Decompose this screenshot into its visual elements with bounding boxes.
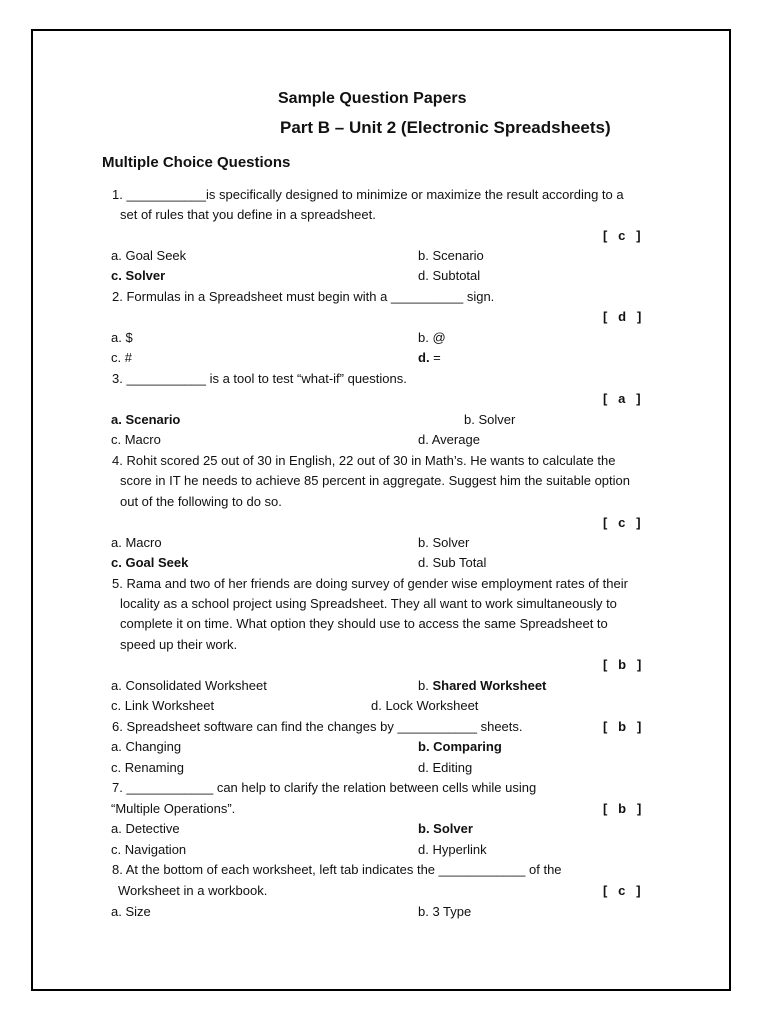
question-3-line-1: 3. ___________ is a tool to test “what-if” questions. <box>112 371 407 386</box>
question-1-answer: [ c ] <box>603 228 641 243</box>
question-1-line-1: 1. ___________is specifically designed to minimize or maximize the result according to a <box>112 187 624 202</box>
question-4-line-2: score in IT he needs to achieve 85 percent in aggregate. Suggest him the suitable option <box>120 473 630 488</box>
question-7-option-a: a. Detective <box>111 821 180 836</box>
question-3-option-d: d. Average <box>418 432 480 447</box>
question-3-option-c: c. Macro <box>111 432 161 447</box>
question-2-option-b: b. @ <box>418 330 446 345</box>
question-6-answer: [ b ] <box>603 719 642 734</box>
question-8-answer: [ c ] <box>603 883 641 898</box>
question-5-line-3: complete it on time. What option they should use to access the same Spreadsheet to <box>120 616 608 631</box>
question-7-answer: [ b ] <box>603 801 642 816</box>
section-heading: Multiple Choice Questions <box>102 154 291 171</box>
page-title: Sample Question Papers <box>278 90 467 107</box>
question-4-option-a: a. Macro <box>111 535 162 550</box>
question-5-option-b-text: Shared Worksheet <box>432 678 547 693</box>
question-5-option-b <box>418 678 546 694</box>
question-6-option-b: b. Comparing <box>418 739 502 754</box>
question-7-option-b: b. Solver <box>418 821 473 836</box>
question-1-option-a: a. Goal Seek <box>111 248 187 263</box>
page-subtitle: Part B – Unit 2 (Electronic Spreadsheets) <box>280 118 611 137</box>
question-1-option-d: d. Subtotal <box>418 268 481 283</box>
question-5-line-4: speed up their work. <box>120 637 238 652</box>
question-1-option-c: c. Solver <box>111 268 166 283</box>
question-6-option-a: a. Changing <box>111 739 182 754</box>
question-8-option-b: b. 3 Type <box>418 904 472 919</box>
question-6-line-1: 6. Spreadsheet software can find the changes by ___________ sheets. <box>112 719 523 734</box>
question-7-line-1: 7. ____________ can help to clarify the relation between cells while using <box>112 780 537 795</box>
question-7-option-d: d. Hyperlink <box>418 842 487 857</box>
question-8-line-1: 8. At the bottom of each worksheet, left tab indicates the ____________ of the <box>112 862 562 877</box>
question-4-line-1: 4. Rohit scored 25 out of 30 in English, 22 out of 30 in Math’s. He wants to calculate the <box>112 453 616 468</box>
question-6-option-d: d. Editing <box>418 760 473 775</box>
question-2-option-d-label: d. <box>418 350 430 365</box>
question-7-line-2: “Multiple Operations”. <box>111 801 236 816</box>
question-4-option-d: d. Sub Total <box>418 555 487 570</box>
question-7-option-c: c. Navigation <box>111 842 187 857</box>
question-4-option-c: c. Goal Seek <box>111 555 189 570</box>
question-3-option-a: a. Scenario <box>111 412 181 427</box>
question-3-option-b: b. Solver <box>464 412 516 427</box>
question-2-option-c: c. # <box>111 350 132 365</box>
question-1-line-2: set of rules that you define in a spreadsheet. <box>120 207 376 222</box>
question-1-option-b: b. Scenario <box>418 248 484 263</box>
question-2-option-a: a. $ <box>111 330 133 345</box>
question-5-option-c: c. Link Worksheet <box>111 698 215 713</box>
question-5-option-a: a. Consolidated Worksheet <box>111 678 267 693</box>
question-5-option-d: d. Lock Worksheet <box>371 698 479 713</box>
question-5-line-2: locality as a school project using Spreadsheet. They all want to work simultaneously to <box>120 596 617 611</box>
question-4-answer: [ c ] <box>603 515 641 530</box>
question-3-answer: [ a ] <box>603 391 641 406</box>
question-8-line-2: Worksheet in a workbook. <box>118 883 268 898</box>
question-6-option-c: c. Renaming <box>111 760 184 775</box>
question-4-option-b: b. Solver <box>418 535 470 550</box>
question-8-option-a: a. Size <box>111 904 151 919</box>
question-4-line-3: out of the following to do so. <box>120 494 282 509</box>
question-2-answer: [ d ] <box>603 309 642 324</box>
question-5-line-1: 5. Rama and two of her friends are doing survey of gender wise employment rates of their <box>112 576 628 591</box>
question-2-option-d-text: = <box>429 350 441 365</box>
question-5-answer: [ b ] <box>603 657 642 672</box>
question-2-option-d <box>418 350 441 366</box>
question-5-option-b-label: b. <box>418 678 433 693</box>
question-2-line-1: 2. Formulas in a Spreadsheet must begin with a __________ sign. <box>112 289 495 304</box>
